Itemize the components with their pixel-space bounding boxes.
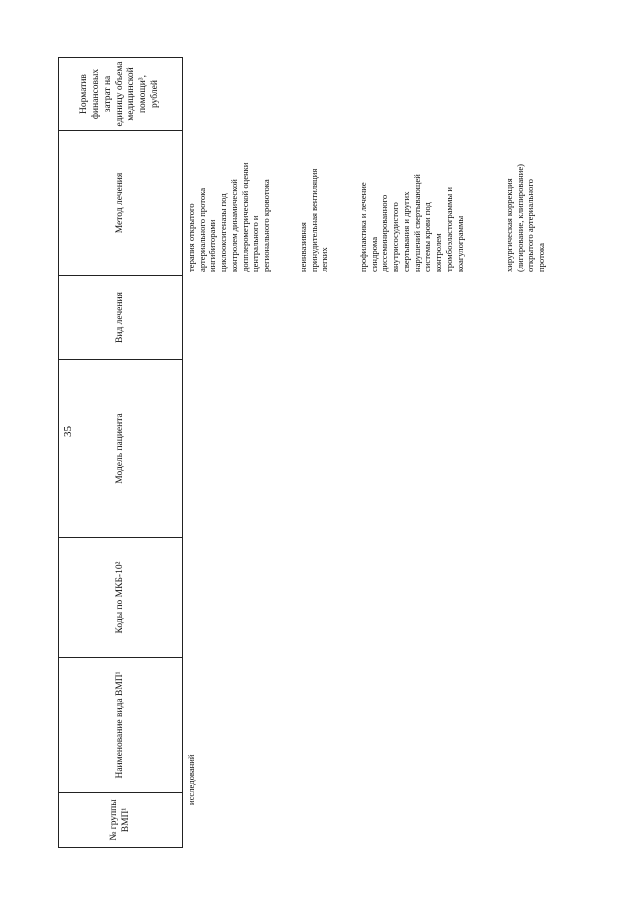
- method-text-1: терапия открытого артериального протока ингибиторами циклооксигеназы под контролем динамической допплерометрической оценки центрального и регионального кровотока: [186, 162, 272, 272]
- header-treatment-method: Метод лечения: [59, 131, 183, 276]
- rotated-table-header: [58, 58, 183, 848]
- page-number: 35: [62, 426, 74, 437]
- header-treatment-type: Вид лечения: [59, 276, 183, 360]
- method-text-4: хирургическая коррекция (лигирование, клипирование) открытого артериального протока: [504, 163, 547, 272]
- method-text-2: неинвазивная принудительная вентиляция легких: [298, 168, 330, 272]
- header-icd-codes: Коды по МКБ-10²: [59, 538, 183, 658]
- header-cost-norm: Норматив финансовых затрат на единицу объема медицинской помощи³, рублей: [59, 58, 183, 131]
- header-vmp-name: Наименование вида ВМП¹: [59, 658, 183, 793]
- table-header: [58, 57, 183, 848]
- header-group-no: № группы ВМП¹: [59, 793, 183, 848]
- header-patient-model: Модель пациента: [59, 360, 183, 538]
- method-text-3: профилактика и лечение синдрома диссеминированного внутрисосудистого свертывания и других нарушений свертывающей системы крови под контролем тромбоэластограммы и коагулограммы: [358, 174, 465, 272]
- name-cell-text: исследований: [186, 754, 196, 805]
